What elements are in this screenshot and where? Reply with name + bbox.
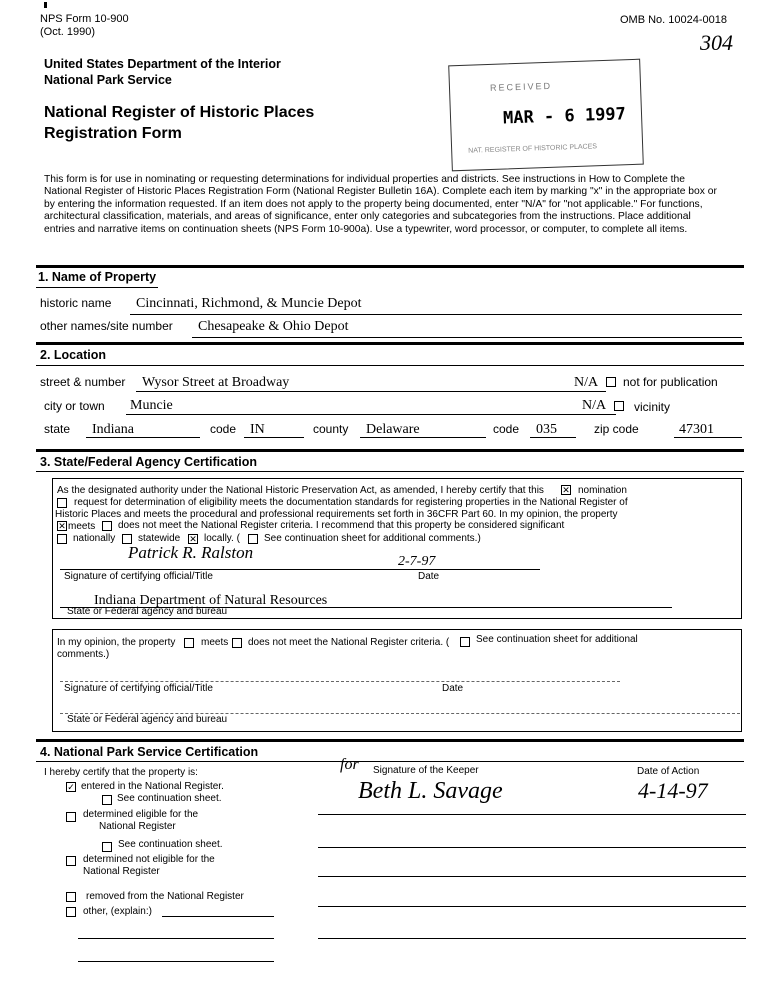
determination-checkbox[interactable] — [57, 498, 67, 508]
city-field[interactable]: Muncie — [130, 398, 173, 413]
instructions-line: by entering the information requested. If an item does not apply to the property being documented, enter "N/A" for "not applicable." For functions, — [44, 198, 703, 210]
certifying-signature: Patrick R. Ralston — [128, 543, 254, 562]
entered-continuation-label: See continuation sheet. — [117, 793, 222, 804]
not-eligible-label: determined not eligible for the — [83, 854, 215, 865]
date-label: Date — [418, 571, 440, 582]
eligible-label: determined eligible for the — [83, 809, 199, 820]
vicinity-checkbox[interactable] — [614, 401, 624, 411]
action-date-label: Date of Action — [637, 766, 700, 777]
signature-line — [318, 906, 746, 907]
field-underline — [192, 337, 742, 338]
field-underline — [244, 437, 304, 438]
date-label: Date — [442, 683, 464, 694]
other-names-label: other names/site number — [40, 319, 173, 333]
keeper-label: Signature of the Keeper — [373, 765, 479, 776]
county-label: county — [313, 422, 349, 436]
state-label: state — [44, 422, 71, 436]
county-code-field[interactable]: 035 — [536, 422, 557, 437]
eligible-checkbox[interactable] — [66, 812, 76, 822]
does-not-meet-checkbox[interactable] — [102, 521, 112, 531]
field-underline — [126, 414, 616, 415]
not-for-publication-label: not for publication — [623, 375, 718, 389]
heading-underline — [36, 761, 744, 762]
other-checkbox[interactable] — [66, 907, 76, 917]
section-divider — [36, 449, 744, 452]
county-field[interactable]: Delaware — [366, 422, 420, 437]
form-title-line1: National Register of Historic Places — [44, 104, 315, 121]
received-stamp — [448, 59, 644, 172]
county-code-label: code — [493, 422, 520, 436]
meets-label: meets — [68, 521, 96, 532]
heading-underline — [36, 365, 744, 366]
eligible-continuation-checkbox[interactable] — [102, 842, 112, 852]
opinion-meets-label: meets — [201, 637, 229, 648]
field-underline — [674, 437, 742, 438]
action-date: 4-14-97 — [638, 778, 708, 803]
opinion-does-not-meet-checkbox[interactable] — [232, 638, 242, 648]
agency-label: State or Federal agency and bureau — [67, 606, 228, 617]
cert-text: Historic Places and meets the procedural and professional requirements set forth in 36CFR Part 60. In my opinion, the property — [55, 509, 618, 520]
stamp-received-text: RECEIVED — [489, 80, 553, 93]
signature-line — [60, 569, 540, 570]
removed-label: removed from the National Register — [86, 891, 244, 902]
other-names-field[interactable]: Chesapeake & Ohio Depot — [198, 319, 349, 334]
city-na: N/A — [582, 398, 607, 413]
nomination-label: nomination — [578, 485, 627, 496]
city-label: city or town — [44, 399, 105, 413]
other-label: other, (explain:) — [83, 906, 152, 917]
instructions-line: National Register of Historic Places Registration Form (National Register Bulletin 16A). Complete each item by marking "x" in the appropriate box or — [44, 186, 717, 198]
opinion-continuation-checkbox[interactable] — [460, 637, 470, 647]
entered-continuation-checkbox[interactable] — [102, 795, 112, 805]
signature-line — [318, 876, 746, 877]
street-na: N/A — [574, 375, 599, 390]
opinion-text: See continuation sheet for additional — [476, 634, 638, 645]
vicinity-label: vicinity — [634, 400, 671, 414]
field-underline — [530, 437, 576, 438]
section3-heading: 3. State/Federal Agency Certification — [40, 455, 257, 469]
section-divider — [36, 342, 744, 345]
section1-heading: 1. Name of Property — [38, 270, 157, 284]
certifying-date: 2-7-97 — [398, 554, 436, 569]
other-explain-line — [162, 916, 274, 917]
instructions-line: This form is for use in nominating or requesting determinations for individual properties and districts. See instructions in How to Complete the — [44, 174, 686, 185]
section-divider — [36, 739, 744, 742]
signature-label: Signature of certifying official/Title — [64, 571, 213, 582]
signature-line — [60, 681, 620, 682]
instructions-line: architectural classification, materials, and areas of significance, enter only categories and subcategories from the instructions. Place additional — [44, 211, 691, 223]
field-underline — [360, 437, 486, 438]
does-not-meet-label: does not meet the National Register criteria. I recommend that this property be considered significant — [118, 520, 565, 531]
state-field[interactable]: Indiana — [92, 422, 134, 437]
field-underline — [136, 391, 606, 392]
state-code-label: code — [210, 422, 237, 436]
opinion-text: does not meet the National Register criteria. ( — [248, 637, 450, 648]
signature-line — [318, 814, 746, 815]
handwritten-number: 304 — [700, 30, 733, 55]
statewide-label: statewide — [138, 533, 181, 544]
field-underline — [86, 437, 200, 438]
form-title-line2: Registration Form — [44, 125, 182, 142]
not-eligible-checkbox[interactable] — [66, 856, 76, 866]
nomination-checkbox[interactable]: ✕ — [562, 485, 570, 495]
opinion-meets-checkbox[interactable] — [184, 638, 194, 648]
entered-label: entered in the National Register. — [81, 781, 224, 792]
signature-line — [318, 847, 746, 848]
keeper-signature: Beth L. Savage — [358, 778, 503, 804]
removed-checkbox[interactable] — [66, 892, 76, 902]
state-code-field[interactable]: IN — [250, 422, 265, 437]
historic-name-label: historic name — [40, 296, 112, 310]
cert-text: request for determination of eligibility meets the documentation standards for registering properties in the National Register of — [74, 497, 628, 508]
form-number: NPS Form 10-900 — [40, 13, 129, 25]
street-field[interactable]: Wysor Street at Broadway — [142, 375, 290, 390]
other-explain-line — [78, 938, 274, 939]
department-name: United States Department of the Interior — [44, 57, 281, 71]
section-divider — [36, 265, 744, 268]
eligible-continuation-label: See continuation sheet. — [118, 839, 223, 850]
nationally-checkbox[interactable] — [57, 534, 67, 544]
continuation-label: See continuation sheet for additional comments.) — [264, 533, 481, 544]
heading-underline — [36, 287, 158, 288]
section4-heading: 4. National Park Service Certification — [40, 745, 259, 759]
opinion-text: In my opinion, the property — [57, 637, 176, 648]
instructions-line: entries and narrative items on continuation sheets (NPS Form 10-900a). Use a typewriter, word processor, or computer, to complete all items. — [44, 223, 688, 235]
signature-label: Signature of certifying official/Title — [64, 683, 213, 694]
locally-label: locally. ( — [204, 533, 240, 544]
eligible-label: National Register — [99, 821, 176, 832]
locally-checkbox[interactable]: ✕ — [189, 534, 197, 544]
meets-checkbox[interactable]: ✕ — [58, 521, 66, 531]
historic-name-field[interactable]: Cincinnati, Richmond, & Muncie Depot — [136, 296, 362, 311]
agency-label: State or Federal agency and bureau — [67, 714, 228, 725]
for-text: for — [340, 756, 359, 773]
service-name: National Park Service — [44, 73, 172, 87]
agency-field[interactable]: Indiana Department of Natural Resources — [94, 593, 328, 608]
cert-text: As the designated authority under the National Historic Preservation Act, as amended, I hereby certify that this — [57, 485, 544, 496]
omb-number: OMB No. 10024-0018 — [620, 14, 728, 26]
not-for-publication-checkbox[interactable] — [606, 377, 616, 387]
other-explain-line — [78, 961, 274, 962]
not-eligible-label: National Register — [83, 866, 160, 877]
zip-field[interactable]: 47301 — [679, 422, 714, 437]
entered-checkbox[interactable]: ✓ — [67, 782, 75, 792]
keeper-intro: I hereby certify that the property is: — [44, 767, 198, 778]
stamp-bottom-text: NAT. REGISTER OF HISTORIC PLACES — [468, 143, 598, 155]
zip-label: zip code — [594, 422, 639, 436]
form-date: (Oct. 1990) — [40, 26, 96, 38]
nationally-label: nationally — [73, 533, 116, 544]
instructions — [44, 174, 717, 236]
stamp-date: MAR - 6 1997 — [502, 104, 627, 129]
field-underline — [130, 314, 742, 315]
scan-mark — [44, 2, 47, 8]
opinion-comments: comments.) — [57, 649, 110, 660]
signature-line — [318, 938, 746, 939]
section2-heading: 2. Location — [40, 348, 106, 362]
heading-underline — [36, 471, 744, 472]
street-label: street & number — [40, 375, 126, 389]
